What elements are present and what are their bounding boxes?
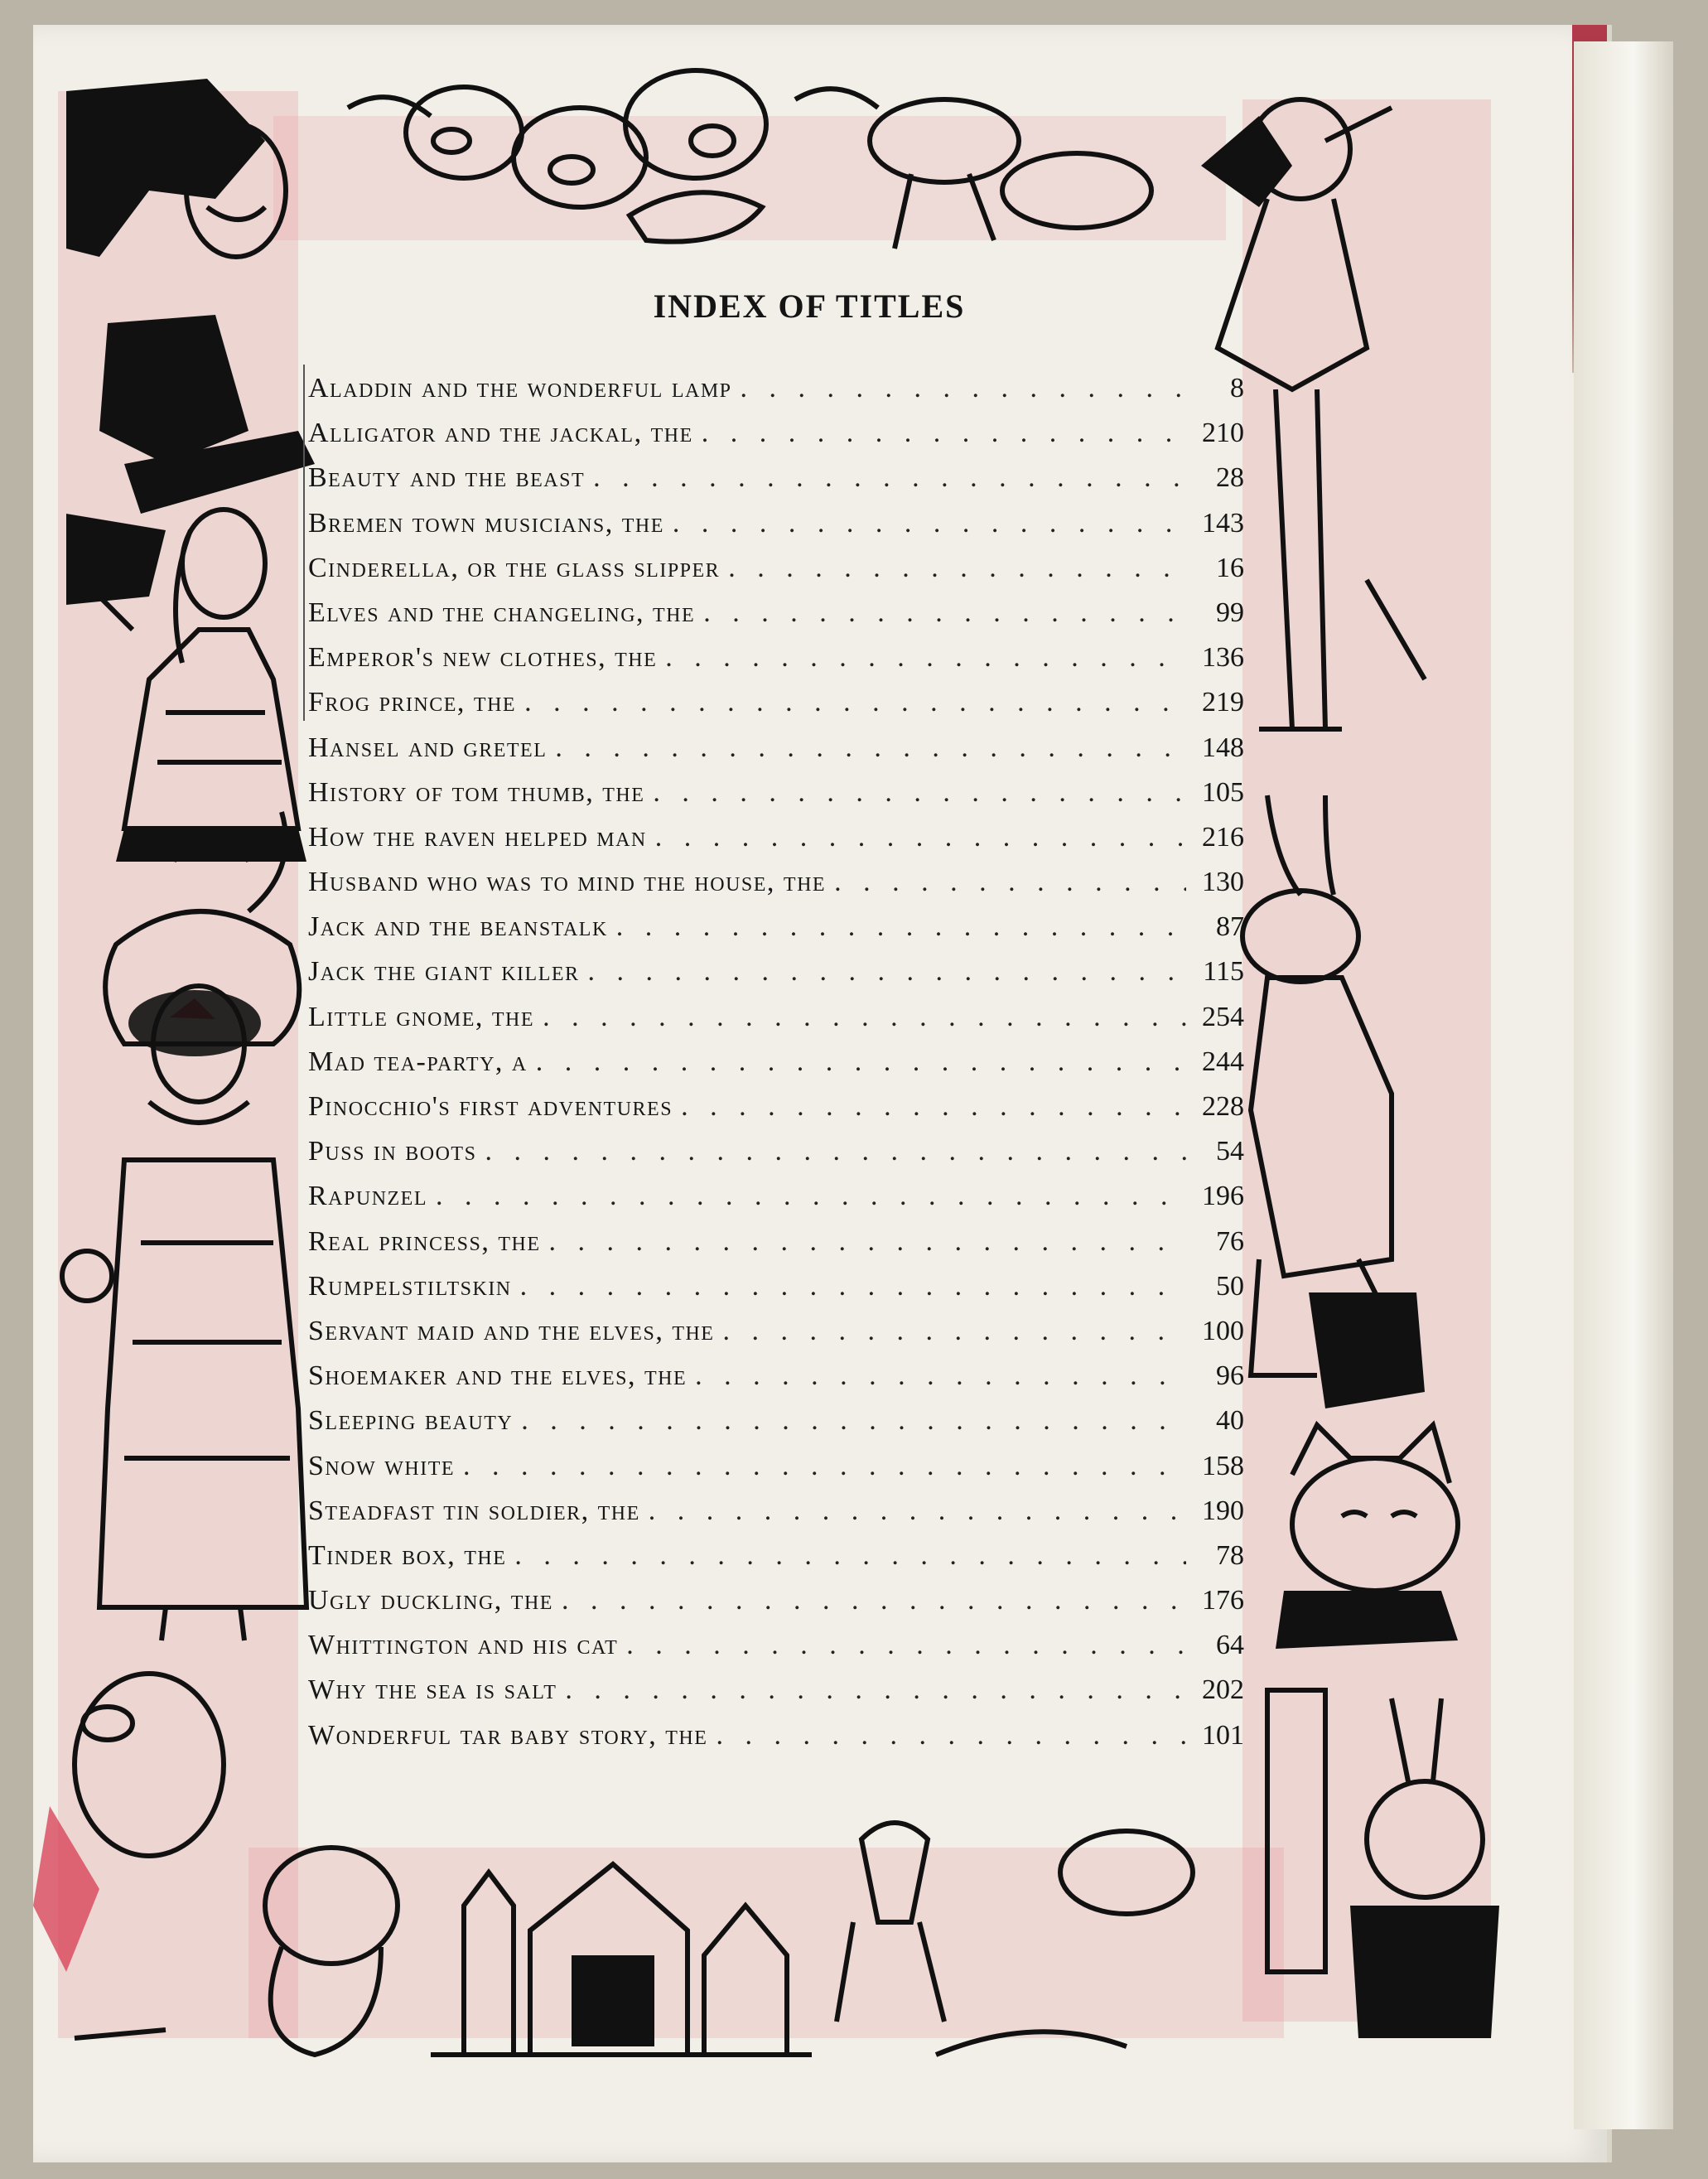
- dot-leader: [665, 635, 1186, 680]
- entry-title: How the raven helped man: [308, 821, 647, 853]
- entry-title: Beauty and the beast: [308, 462, 586, 494]
- dot-leader: [728, 546, 1186, 591]
- index-entry: [308, 1668, 1244, 1713]
- entry-title: Cinderella, or the glass slipper: [308, 552, 721, 583]
- entry-page-number: 244: [1202, 1046, 1244, 1077]
- entry-page-number: 143: [1202, 507, 1244, 539]
- dot-leader: [655, 815, 1186, 860]
- dot-leader: [741, 366, 1186, 411]
- entry-page-number: 148: [1202, 732, 1244, 763]
- entry-title: Frog prince, the: [308, 687, 517, 718]
- index-entry: [308, 1713, 1244, 1758]
- entry-page-number: 101: [1202, 1719, 1244, 1751]
- index-entry: [308, 680, 1244, 725]
- entry-title: Whittington and his cat: [308, 1630, 619, 1661]
- entry-title: Elves and the changeling, the: [308, 597, 696, 628]
- dot-leader: [514, 1534, 1186, 1578]
- dot-leader: [722, 1309, 1186, 1354]
- entry-title: Mad tea-party, a: [308, 1046, 528, 1077]
- dot-leader: [681, 1085, 1186, 1129]
- index-entry: [308, 1489, 1244, 1534]
- entry-page-number: 64: [1216, 1630, 1244, 1661]
- entry-title: Snow white: [308, 1450, 456, 1481]
- alice-shadow: [116, 829, 306, 862]
- dot-leader: [695, 1354, 1186, 1399]
- index-entry: [308, 456, 1244, 500]
- index-entry: [308, 1623, 1244, 1668]
- entry-title: Emperor's new clothes, the: [308, 642, 658, 674]
- dot-leader: [549, 1220, 1186, 1264]
- dot-leader: [463, 1444, 1186, 1489]
- entry-title: Pinocchio's first adventures: [308, 1091, 673, 1122]
- entry-title: Jack and the beanstalk: [308, 911, 608, 943]
- index-entry: [308, 771, 1244, 815]
- dot-leader: [436, 1174, 1186, 1219]
- entry-page-number: 99: [1216, 597, 1244, 628]
- entry-page-number: 105: [1202, 776, 1244, 808]
- entry-page-number: 28: [1216, 462, 1244, 494]
- dot-leader: [521, 1399, 1186, 1443]
- dot-leader: [673, 501, 1186, 546]
- dot-leader: [485, 1129, 1186, 1174]
- entry-page-number: 78: [1216, 1539, 1244, 1571]
- index-entry: [308, 1040, 1244, 1085]
- entry-title: Jack the giant killer: [308, 956, 580, 988]
- entry-title: Rumpelstiltskin: [308, 1270, 512, 1302]
- dot-leader: [593, 456, 1186, 500]
- entry-title: Ugly duckling, the: [308, 1585, 553, 1616]
- entry-page-number: 8: [1230, 373, 1244, 403]
- entry-title: Little gnome, the: [308, 1001, 535, 1032]
- index-entry: [308, 411, 1244, 456]
- index-entry: [308, 726, 1244, 771]
- entry-title: Servant maid and the elves, the: [308, 1315, 715, 1346]
- entry-title: Husband who was to mind the house, the: [308, 867, 827, 898]
- entry-page-number: 254: [1202, 1001, 1244, 1032]
- entry-title: Wonderful tar baby story, the: [308, 1719, 708, 1751]
- index-entry: [308, 1129, 1244, 1174]
- dot-leader: [543, 995, 1186, 1040]
- entry-page-number: 219: [1202, 687, 1244, 718]
- dot-leader: [653, 771, 1186, 815]
- index-entry: [308, 1264, 1244, 1309]
- index-entry: [308, 1399, 1244, 1443]
- entry-title: Steadfast tin soldier, the: [308, 1495, 640, 1526]
- entry-page-number: 115: [1203, 956, 1244, 988]
- index-entry: [308, 995, 1244, 1040]
- entry-title: Tinder box, the: [308, 1539, 507, 1571]
- dot-leader: [555, 726, 1186, 771]
- margin-pencil-line: [303, 365, 305, 721]
- entry-title: Shoemaker and the elves, the: [308, 1360, 688, 1392]
- entry-page-number: 216: [1202, 821, 1244, 853]
- index-entry: [308, 1174, 1244, 1219]
- dot-leader: [702, 411, 1186, 456]
- dot-leader: [649, 1489, 1186, 1534]
- entry-page-number: 76: [1216, 1225, 1244, 1257]
- index-entry: [308, 635, 1244, 680]
- index-heading: INDEX OF TITLES: [653, 287, 966, 325]
- entry-page-number: 228: [1202, 1091, 1244, 1122]
- index-entry: [308, 1220, 1244, 1264]
- entry-page-number: 50: [1216, 1270, 1244, 1302]
- entry-title: Puss in boots: [308, 1136, 477, 1167]
- entry-page-number: 196: [1202, 1181, 1244, 1212]
- entry-title: Real princess, the: [308, 1225, 541, 1257]
- index-entry: [308, 949, 1244, 994]
- entry-page-number: 130: [1202, 867, 1244, 898]
- dot-leader: [834, 860, 1186, 905]
- index-entry: [308, 1309, 1244, 1354]
- entry-title: Why the sea is salt: [308, 1674, 557, 1706]
- index-entry: [308, 860, 1244, 905]
- dot-leader: [565, 1668, 1186, 1713]
- entry-title: Rapunzel: [308, 1181, 428, 1212]
- entry-page-number: 158: [1202, 1450, 1244, 1481]
- entry-page-number: 202: [1202, 1674, 1244, 1706]
- dot-leader: [703, 591, 1186, 635]
- dot-leader: [616, 905, 1186, 949]
- index-entry: [308, 905, 1244, 949]
- entry-page-number: 100: [1202, 1315, 1244, 1346]
- entry-page-number: 190: [1202, 1495, 1244, 1526]
- entry-page-number: 87: [1216, 911, 1244, 943]
- index-entry: [308, 501, 1244, 546]
- entry-page-number: 136: [1202, 642, 1244, 674]
- entry-title: Bremen town musicians, the: [308, 507, 664, 539]
- entry-title: Sleeping beauty: [308, 1405, 514, 1437]
- index-entry: [308, 591, 1244, 635]
- entry-title: Aladdin and the wonderful lamp: [308, 373, 732, 403]
- index-entry: [308, 1354, 1244, 1399]
- entry-page-number: 176: [1202, 1585, 1244, 1616]
- index-entry: [308, 1085, 1244, 1129]
- entry-title: Alligator and the jackal, the: [308, 418, 693, 449]
- entry-page-number: 96: [1216, 1360, 1244, 1392]
- entry-title: Hansel and gretel: [308, 732, 548, 763]
- entry-page-number: 16: [1216, 552, 1244, 583]
- entry-page-number: 210: [1202, 418, 1244, 449]
- dot-leader: [716, 1713, 1186, 1758]
- entry-title: History of tom thumb, the: [308, 776, 645, 808]
- index-entry: [308, 815, 1244, 860]
- index-entry: [308, 1534, 1244, 1578]
- index-entry: [308, 1444, 1244, 1489]
- index-content: [308, 282, 1244, 1839]
- dot-leader: [524, 680, 1186, 725]
- index-list: [308, 366, 1244, 1758]
- index-entry: [308, 546, 1244, 591]
- index-entry: [308, 1578, 1244, 1623]
- dot-leader: [588, 949, 1186, 994]
- index-entry: [308, 366, 1244, 411]
- dot-leader: [520, 1264, 1186, 1309]
- dot-leader: [562, 1578, 1186, 1623]
- dot-leader: [626, 1623, 1186, 1668]
- dot-leader: [536, 1040, 1186, 1085]
- entry-page-number: 54: [1216, 1136, 1244, 1167]
- entry-page-number: 40: [1216, 1405, 1244, 1437]
